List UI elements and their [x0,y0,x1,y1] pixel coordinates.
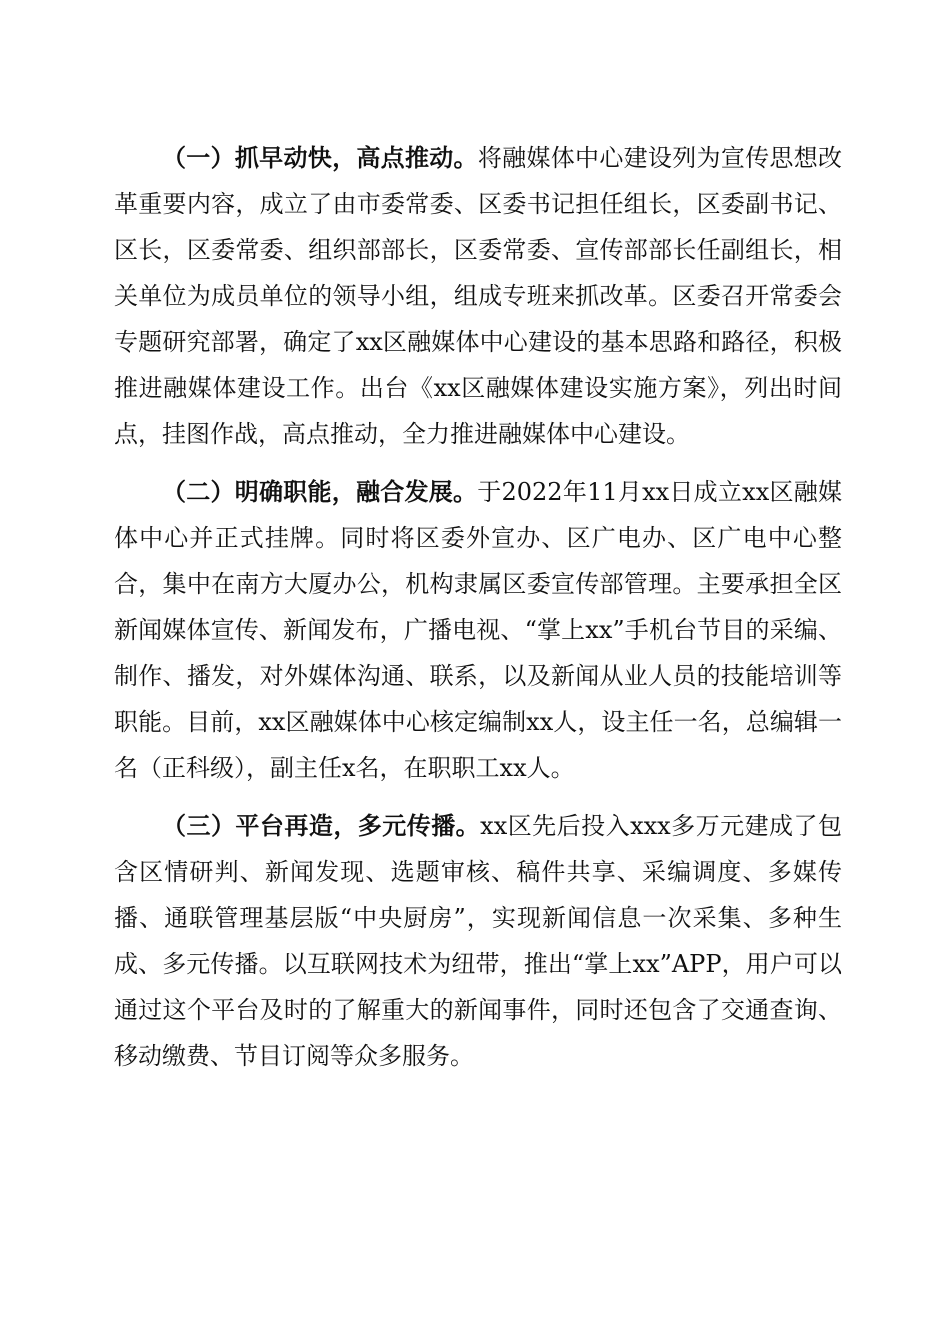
paragraph-1-heading: （一）抓早动快，高点推动。 [162,143,478,172]
paragraph-1-text: 将融媒体中心建设列为宣传思想改革重要内容，成立了由市委常委、区委书记担任组长，区委副书记、区长，区委常委、组织部部长，区委常委、宣传部部长任副组长，相关单位为成员单位的领导小组，组成专班来抓改革。区委召开常委会专题研究部署，确定了xx区融媒体中心建设的基本思路和路径，积极推进融媒体建设工作。出台《xx区融媒体建设实施方案》，列出时间点，挂图作战，高点推动，全力推进融媒体中心建设。 [114,144,843,448]
paragraph-3-heading: （三）平台再造，多元传播。 [162,811,481,840]
paragraph-3-text: xx区先后投入xxx多万元建成了包含区情研判、新闻发现、选题审核、稿件共享、采编调度、多媒传播、通联管理基层版“中央厨房”，实现新闻信息一次采集、多种生成、多元传播。以互联网技术为纽带，推出“掌上xx”APP，用户可以通过这个平台及时的了解重大的新闻事件，同时还包含了交通查询、移动缴费、节目订阅等众多服务。 [114,812,842,1070]
document-body [114,135,842,1091]
paragraph-2-text: 于2022年11月xx日成立xx区融媒体中心并正式挂牌。同时将区委外宣办、区广电办、区广电中心整合，集中在南方大厦办公，机构隶属区委宣传部管理。主要承担全区新闻媒体宣传、新闻发布，广播电视、“掌上xx”手机台节目的采编、制作、播发，对外媒体沟通、联系，以及新闻从业人员的技能培训等职能。目前，xx区融媒体中心核定编制xx人，设主任一名，总编辑一名（正科级），副主任x名，在职职工xx人。 [114,478,842,782]
paragraph-2-heading: （二）明确职能，融合发展。 [162,477,478,506]
paragraph-3 [114,803,842,1079]
paragraph-1 [114,135,842,457]
paragraph-2 [114,469,842,791]
